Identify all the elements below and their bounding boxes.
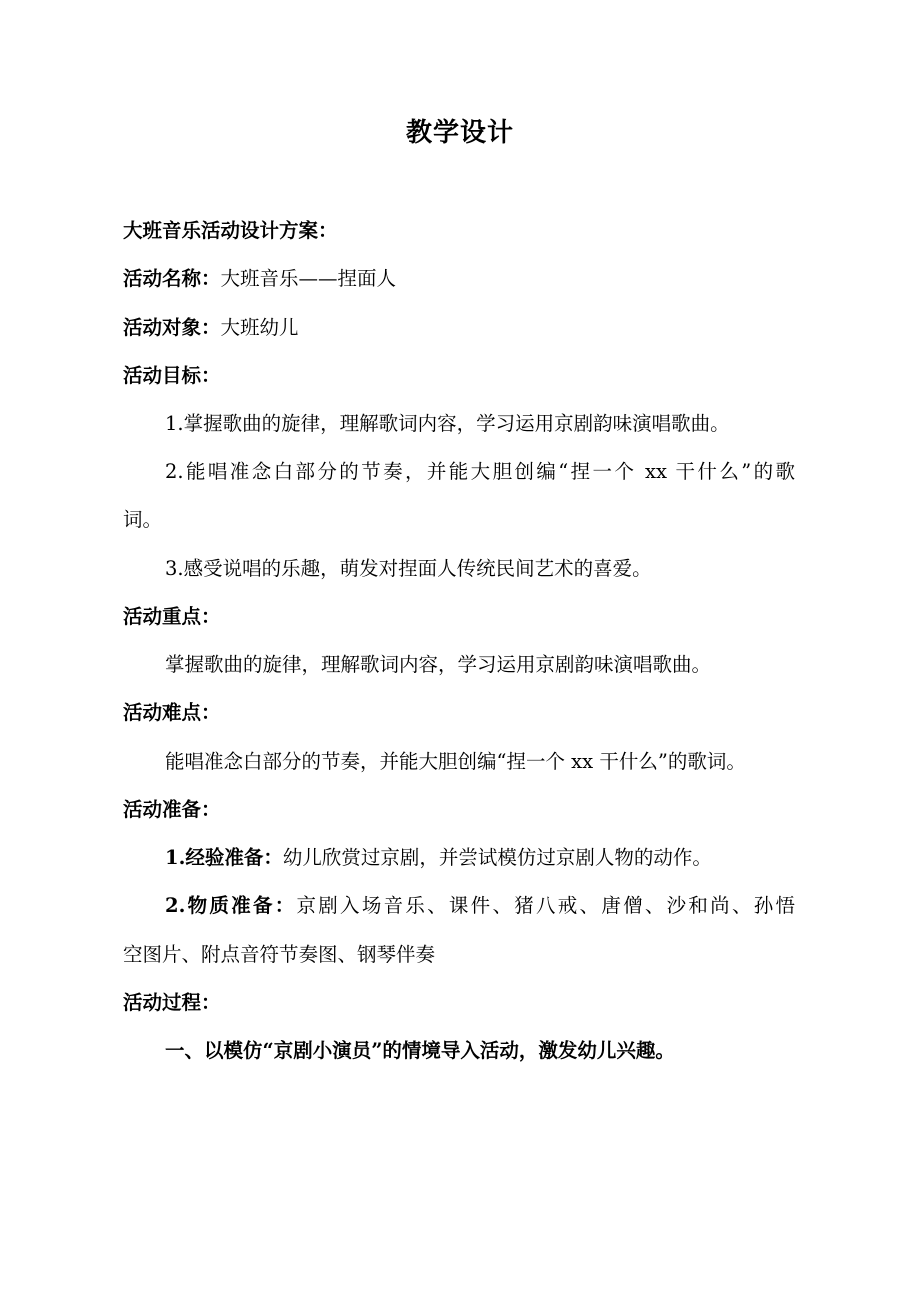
activity-name-label: 活动名称： [123, 267, 221, 290]
key-point-heading: 活动重点： [123, 605, 221, 628]
process-step-1: 一、以模仿“京剧小演员”的情境导入活动，激发幼儿兴趣。 [165, 1039, 675, 1062]
experience-prep-line [165, 843, 712, 873]
difficulty-heading: 活动难点： [123, 701, 221, 724]
activity-target-label: 活动对象： [123, 316, 221, 339]
preparation-heading: 活动准备： [123, 798, 221, 821]
activity-target-value: 大班幼儿 [220, 316, 299, 339]
goal-item: 3.感受说唱的乐趣，萌发对捏面人传统民间艺术的喜爱。 [165, 557, 652, 580]
activity-name-value: 大班音乐——捏面人 [220, 267, 397, 290]
process-heading: 活动过程： [123, 991, 221, 1014]
key-point-text: 掌握歌曲的旋律，理解歌词内容，学习运用京剧韵味演唱歌曲。 [165, 653, 712, 676]
experience-prep-text: 幼儿欣赏过京剧，并尝试模仿过京剧人物的动作。 [282, 846, 712, 869]
material-prep-text: 京剧入场音乐、课件、猪八戒、唐僧、沙和尚、孙悟 [296, 894, 795, 917]
goal-item-continued: 词。 [123, 508, 163, 531]
goal-item: 1.掌握歌曲的旋律，理解歌词内容，学习运用京剧韵味演唱歌曲。 [165, 412, 730, 435]
material-prep-label: 2.物质准备： [165, 894, 297, 917]
plan-heading: 大班音乐活动设计方案： [123, 219, 338, 242]
activity-name-line [123, 264, 396, 294]
activity-target-line [123, 313, 299, 343]
experience-prep-label: 1.经验准备： [165, 846, 283, 869]
goals-heading: 活动目标： [123, 364, 221, 387]
difficulty-text: 能唱准念白部分的节奏，并能大胆创编“捏一个 xx 干什么”的歌词。 [165, 750, 746, 773]
goal-item: 2.能唱准念白部分的节奏，并能大胆创编“捏一个 xx 干什么”的歌 [165, 460, 795, 483]
page-title: 教学设计 [405, 118, 514, 148]
material-prep-line [165, 891, 795, 921]
material-prep-continued: 空图片、附点音符节奏图、钢琴伴奏 [123, 943, 436, 966]
